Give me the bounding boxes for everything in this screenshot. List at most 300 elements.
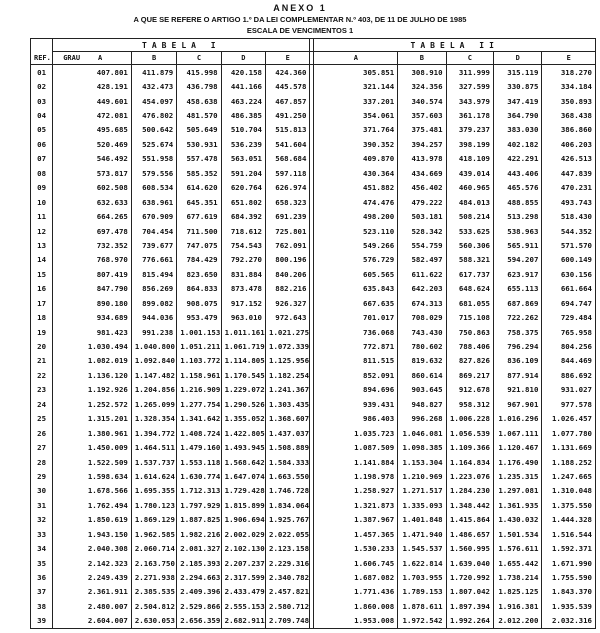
tabela-1-value-cell: 2.409.396 — [177, 585, 221, 599]
tabela-2-value-cell: 430.364 — [314, 166, 398, 180]
tabela-2-value-cell: 1.755.590 — [542, 570, 596, 584]
tabela-1-value-cell: 2.229.316 — [266, 556, 310, 570]
tabela-2-value-cell: 451.882 — [314, 181, 398, 195]
tabela-2-value-cell: 788.406 — [446, 339, 493, 353]
tabela-1-value-cell: 1.192.926 — [53, 383, 132, 397]
tabela-2-value-cell: 1.545.537 — [398, 541, 446, 555]
tabela-2-value-cell: 394.257 — [398, 137, 446, 151]
tabela-1-value-cell: 436.798 — [177, 79, 221, 93]
tabela-2-value-cell: 330.875 — [494, 79, 542, 93]
ref-cell: 29 — [31, 469, 53, 483]
tabela-2-value-cell: 655.113 — [494, 282, 542, 296]
tabela-2-value-cell: 588.321 — [446, 253, 493, 267]
tabela-2-value-cell: 939.431 — [314, 397, 398, 411]
tabela-2-value-cell: 560.306 — [446, 238, 493, 252]
tabela-2-value-cell: 434.669 — [398, 166, 446, 180]
tabela-2-value-cell: 729.484 — [542, 310, 596, 324]
tabela-1-value-cell: 899.082 — [131, 296, 176, 310]
ref-cell: 02 — [31, 79, 53, 93]
tabela-2-value-cell: 1.897.394 — [446, 599, 493, 613]
ref-cell: 27 — [31, 440, 53, 454]
tabela-2-value-cell: 533.625 — [446, 224, 493, 238]
tabela-1-value-cell: 2.317.599 — [221, 570, 265, 584]
tabela-1-value-cell: 458.638 — [177, 94, 221, 108]
tabela-1-value-cell: 1.598.634 — [53, 469, 132, 483]
tabela-1-value-cell: 1.943.150 — [53, 527, 132, 541]
tabela-1-value-cell: 1.508.889 — [266, 440, 310, 454]
table-row — [31, 166, 596, 180]
tabela-1-column-d-header: D — [221, 52, 265, 65]
tabela-1-value-cell: 638.961 — [131, 195, 176, 209]
tabela-1-value-cell: 1.422.805 — [221, 426, 265, 440]
tabela-2-value-cell: 1.992.264 — [446, 614, 493, 629]
table-row — [31, 310, 596, 324]
tabela-1-value-cell: 415.998 — [177, 65, 221, 80]
tabela-2-value-cell: 357.603 — [398, 108, 446, 122]
tabela-1-value-cell: 1.328.354 — [131, 412, 176, 426]
tabela-1-value-cell: 573.817 — [53, 166, 132, 180]
table-row — [31, 455, 596, 469]
tabela-2-value-cell: 308.910 — [398, 65, 446, 80]
tabela-2-value-cell: 765.958 — [542, 325, 596, 339]
tabela-2-value-cell: 334.184 — [542, 79, 596, 93]
tabela-2-value-cell: 836.109 — [494, 354, 542, 368]
tabela-2-value-cell: 1.120.467 — [494, 440, 542, 454]
tabela-1-value-cell: 1.072.339 — [266, 339, 310, 353]
tabela-2-value-cell: 1.444.328 — [542, 513, 596, 527]
table-row — [31, 383, 596, 397]
tabela-1-value-cell: 873.478 — [221, 282, 265, 296]
tabela-1-value-cell: 505.649 — [177, 123, 221, 137]
tabela-2-value-cell: 1.916.381 — [494, 599, 542, 613]
tabela-1-value-cell: 1.082.019 — [53, 354, 132, 368]
tabela-2-value-cell: 379.237 — [446, 123, 493, 137]
tabela-1-value-cell: 1.394.772 — [131, 426, 176, 440]
tabela-2-value-cell: 1.153.304 — [398, 455, 446, 469]
table-row — [31, 181, 596, 195]
tabela-2-value-cell: 687.869 — [494, 296, 542, 310]
tabela-2-value-cell: 1.035.723 — [314, 426, 398, 440]
ref-cell: 05 — [31, 123, 53, 137]
tabela-1-value-cell: 579.556 — [131, 166, 176, 180]
tabela-1-value-cell: 1.850.619 — [53, 513, 132, 527]
tabela-2-value-cell: 474.476 — [314, 195, 398, 209]
tabela-2-value-cell: 1.576.611 — [494, 541, 542, 555]
tabela-2-value-cell: 343.979 — [446, 94, 493, 108]
tabela-1-value-cell: 1.869.129 — [131, 513, 176, 527]
tabela-1-value-cell: 2.385.535 — [131, 585, 176, 599]
tabela-1-value-cell: 476.802 — [131, 108, 176, 122]
tabela-2-value-cell: 538.963 — [494, 224, 542, 238]
tabela-2-value-cell: 977.578 — [542, 397, 596, 411]
tabela-1-value-cell: 500.642 — [131, 123, 176, 137]
tabela-1-value-cell: 2.249.439 — [53, 570, 132, 584]
table-row — [31, 152, 596, 166]
tabela-2-value-cell: 611.622 — [398, 267, 446, 281]
ref-cell: 06 — [31, 137, 53, 151]
tabela-2-value-cell: 1.530.233 — [314, 541, 398, 555]
tabela-2-value-cell: 715.108 — [446, 310, 493, 324]
ref-cell: 26 — [31, 426, 53, 440]
table-row — [31, 527, 596, 541]
tabela-2-column-d-header: D — [494, 52, 542, 65]
tabela-1-value-cell: 463.224 — [221, 94, 265, 108]
tabela-1-value-cell: 831.884 — [221, 267, 265, 281]
tabela-2-value-cell: 1.361.935 — [494, 498, 542, 512]
tabela-1-value-cell: 981.423 — [53, 325, 132, 339]
ref-cell: 19 — [31, 325, 53, 339]
tabela-2-value-cell: 518.430 — [542, 209, 596, 223]
tabela-2-value-cell: 1.516.544 — [542, 527, 596, 541]
tabela-1-value-cell: 2.185.393 — [177, 556, 221, 570]
tabela-2-value-cell: 819.632 — [398, 354, 446, 368]
tabela-1-value-cell: 2.271.938 — [131, 570, 176, 584]
tabela-2-value-cell: 354.061 — [314, 108, 398, 122]
table-row — [31, 354, 596, 368]
tabela-2-value-cell: 523.110 — [314, 224, 398, 238]
tabela-1-value-cell: 454.097 — [131, 94, 176, 108]
tabela-1-value-cell: 944.036 — [131, 310, 176, 324]
tabela-2-value-cell: 722.262 — [494, 310, 542, 324]
tabela-2-value-cell: 780.602 — [398, 339, 446, 353]
tabela-2-value-cell: 383.030 — [494, 123, 542, 137]
tabela-2-value-cell: 648.624 — [446, 282, 493, 296]
table-row — [31, 484, 596, 498]
table-row — [31, 79, 596, 93]
tabela-1-value-cell: 1.303.435 — [266, 397, 310, 411]
tabela-1-value-cell: 602.508 — [53, 181, 132, 195]
table-row — [31, 267, 596, 281]
tabela-1-value-cell: 697.478 — [53, 224, 132, 238]
tabela-2-column-b-header: B — [398, 52, 446, 65]
tabela-2-value-cell: 439.014 — [446, 166, 493, 180]
ref-header: REF. — [31, 52, 53, 65]
tabela-1-value-cell: 963.010 — [221, 310, 265, 324]
tabela-2-value-cell: 1.878.611 — [398, 599, 446, 613]
tabela-2-value-cell: 447.839 — [542, 166, 596, 180]
tabela-1-value-cell: 1.493.945 — [221, 440, 265, 454]
tabela-2-value-cell: 1.560.995 — [446, 541, 493, 555]
tabela-1-value-cell: 1.479.160 — [177, 440, 221, 454]
tabela-2-value-cell: 642.203 — [398, 282, 446, 296]
tabela-2-value-cell: 750.863 — [446, 325, 493, 339]
tabela-2-value-cell: 1.310.048 — [542, 484, 596, 498]
tabela-1-value-cell: 510.704 — [221, 123, 265, 137]
tabela-2-value-cell: 398.199 — [446, 137, 493, 151]
salary-scale-table — [30, 38, 596, 629]
tabela-1-value-cell: 718.612 — [221, 224, 265, 238]
tabela-2-value-cell: 1.321.873 — [314, 498, 398, 512]
tabela-1-value-cell: 1.746.728 — [266, 484, 310, 498]
grau-label: GRAU — [63, 54, 81, 62]
tabela-1-value-cell: 768.970 — [53, 253, 132, 267]
tabela-2-value-cell: 2.032.316 — [542, 614, 596, 629]
tabela-2-value-cell: 708.029 — [398, 310, 446, 324]
tabela-2-value-cell: 1.639.040 — [446, 556, 493, 570]
tabela-2-value-cell: 1.486.657 — [446, 527, 493, 541]
tabela-1-value-cell: 972.643 — [266, 310, 310, 324]
tabela-1-value-cell: 536.239 — [221, 137, 265, 151]
ref-cell: 38 — [31, 599, 53, 613]
tabela-2-value-cell: 456.402 — [398, 181, 446, 195]
tabela-1-value-cell: 1.216.909 — [177, 383, 221, 397]
tabela-2-value-cell: 869.217 — [446, 368, 493, 382]
tabela-1-value-cell: 1.678.566 — [53, 484, 132, 498]
tabela-1-value-cell: 1.584.333 — [266, 455, 310, 469]
tabela-1-value-cell: 1.695.355 — [131, 484, 176, 498]
tabela-2-value-cell: 528.342 — [398, 224, 446, 238]
tabela-1-value-cell: 784.429 — [177, 253, 221, 267]
tabela-2-value-cell: 1.141.884 — [314, 455, 398, 469]
ref-cell: 07 — [31, 152, 53, 166]
tabela-1-value-cell: 432.473 — [131, 79, 176, 93]
tabela-1-value-cell: 2.682.911 — [221, 614, 265, 629]
tabela-1-value-cell: 2.656.359 — [177, 614, 221, 629]
tabela-1-value-cell: 1.647.074 — [221, 469, 265, 483]
tabela-2-value-cell: 318.270 — [542, 65, 596, 80]
tabela-1-value-cell: 1.103.772 — [177, 354, 221, 368]
tabela-2-value-cell: 877.914 — [494, 368, 542, 382]
tabela-2-value-cell: 1.164.834 — [446, 455, 493, 469]
tabela-1-value-cell: 1.147.482 — [131, 368, 176, 382]
tabela-1-value-cell: 739.677 — [131, 238, 176, 252]
tabela-1-value-cell: 1.001.153 — [177, 325, 221, 339]
tabela-1-value-cell: 908.075 — [177, 296, 221, 310]
tabela-2-value-cell: 1.501.534 — [494, 527, 542, 541]
tabela-2-value-cell: 1.077.780 — [542, 426, 596, 440]
tabela-2-value-cell: 508.214 — [446, 209, 493, 223]
tabela-1-value-cell: 563.051 — [221, 152, 265, 166]
tabela-2-value-cell: 1.387.967 — [314, 513, 398, 527]
tabela-1-value-cell: 472.081 — [53, 108, 132, 122]
tabela-1-value-cell: 762.091 — [266, 238, 310, 252]
tabela-2-value-cell: 460.965 — [446, 181, 493, 195]
table-row — [31, 108, 596, 122]
tabela-1-value-cell: 1.464.511 — [131, 440, 176, 454]
tabela-1-value-cell: 1.341.642 — [177, 412, 221, 426]
table-row — [31, 296, 596, 310]
ref-cell: 15 — [31, 267, 53, 281]
tabela-2-value-cell: 701.017 — [314, 310, 398, 324]
tabela-1-header: TABELA I — [53, 39, 310, 52]
ref-cell: 16 — [31, 282, 53, 296]
tabela-2-value-cell: 418.109 — [446, 152, 493, 166]
tabela-1-column-b-header: B — [131, 52, 176, 65]
tabela-2-value-cell: 1.067.111 — [494, 426, 542, 440]
table-row — [31, 238, 596, 252]
tabela-1-value-cell: 1.061.719 — [221, 339, 265, 353]
tabela-2-value-cell: 1.109.366 — [446, 440, 493, 454]
tabela-1-value-cell: 711.500 — [177, 224, 221, 238]
column-label: A — [98, 54, 103, 62]
tabela-2-value-cell: 1.176.490 — [494, 455, 542, 469]
tabela-1-value-cell: 2.709.748 — [266, 614, 310, 629]
tabela-2-value-cell: 350.893 — [542, 94, 596, 108]
tabela-2-value-cell: 921.810 — [494, 383, 542, 397]
tabela-2-value-cell: 327.599 — [446, 79, 493, 93]
tabela-1-value-cell: 1.437.037 — [266, 426, 310, 440]
tabela-1-value-cell: 424.360 — [266, 65, 310, 80]
tabela-1-value-cell: 525.674 — [131, 137, 176, 151]
tabela-2-value-cell: 886.692 — [542, 368, 596, 382]
tabela-2-value-cell: 361.178 — [446, 108, 493, 122]
tabela-2-value-cell: 796.294 — [494, 339, 542, 353]
tabela-2-value-cell: 390.352 — [314, 137, 398, 151]
tabela-2-value-cell: 967.901 — [494, 397, 542, 411]
tabela-1-value-cell: 2.081.327 — [177, 541, 221, 555]
ref-cell: 08 — [31, 166, 53, 180]
tabela-2-value-cell: 1.223.076 — [446, 469, 493, 483]
ref-cell: 18 — [31, 310, 53, 324]
tabela-1-value-cell: 840.206 — [266, 267, 310, 281]
annex-title: ANEXO 1 — [273, 3, 327, 13]
tabela-1-value-cell: 1.887.825 — [177, 513, 221, 527]
tabela-2-value-cell: 1.348.442 — [446, 498, 493, 512]
tabela-1-value-cell: 1.030.494 — [53, 339, 132, 353]
tabela-1-value-cell: 2.142.323 — [53, 556, 132, 570]
tabela-1-value-cell: 664.265 — [53, 209, 132, 223]
tabela-2-value-cell: 1.430.032 — [494, 513, 542, 527]
tabela-1-column-e-header: E — [266, 52, 310, 65]
tabela-2-value-cell: 1.720.992 — [446, 570, 493, 584]
tabela-2-value-cell: 1.098.385 — [398, 440, 446, 454]
tabela-2-value-cell: 375.481 — [398, 123, 446, 137]
tabela-1-value-cell: 1.982.216 — [177, 527, 221, 541]
tabela-1-value-cell: 823.650 — [177, 267, 221, 281]
tabela-2-value-cell: 694.747 — [542, 296, 596, 310]
tabela-2-value-cell: 1.297.081 — [494, 484, 542, 498]
ref-cell: 39 — [31, 614, 53, 629]
tabela-2-value-cell: 986.403 — [314, 412, 398, 426]
tabela-2-value-cell: 1.703.955 — [398, 570, 446, 584]
tabela-1-value-cell: 1.315.201 — [53, 412, 132, 426]
tabela-1-value-cell: 917.152 — [221, 296, 265, 310]
tabela-2-value-cell: 736.068 — [314, 325, 398, 339]
tabela-1-value-cell: 2.123.158 — [266, 541, 310, 555]
tabela-1-value-cell: 608.534 — [131, 181, 176, 195]
table-row — [31, 498, 596, 512]
table-row — [31, 440, 596, 454]
ref-cell: 23 — [31, 383, 53, 397]
ref-cell: 10 — [31, 195, 53, 209]
table-row — [31, 469, 596, 483]
tabela-1-value-cell: 626.974 — [266, 181, 310, 195]
tabela-2-value-cell: 503.181 — [398, 209, 446, 223]
tabela-1-value-cell: 882.216 — [266, 282, 310, 296]
tabela-2-value-cell: 1.953.008 — [314, 614, 398, 629]
tabela-1-column-c-header: C — [177, 52, 221, 65]
tabela-2-value-cell: 544.352 — [542, 224, 596, 238]
ref-cell: 17 — [31, 296, 53, 310]
tabela-2-value-cell: 661.664 — [542, 282, 596, 296]
tabela-1-value-cell: 1.290.526 — [221, 397, 265, 411]
tabela-2-value-cell: 582.497 — [398, 253, 446, 267]
tabela-2-value-cell: 470.231 — [542, 181, 596, 195]
tabela-1-column-a-header — [53, 52, 132, 65]
tabela-2-value-cell: 1.687.082 — [314, 570, 398, 584]
tabela-1-value-cell: 1.136.120 — [53, 368, 132, 382]
ref-cell: 25 — [31, 412, 53, 426]
tabela-1-value-cell: 677.619 — [177, 209, 221, 223]
table-row — [31, 224, 596, 238]
column-header-row — [31, 52, 596, 65]
tabela-1-value-cell: 1.021.275 — [266, 325, 310, 339]
tabela-1-value-cell: 2.294.663 — [177, 570, 221, 584]
tabela-1-value-cell: 1.170.545 — [221, 368, 265, 382]
tabela-1-value-cell: 953.479 — [177, 310, 221, 324]
tabela-2-value-cell: 844.469 — [542, 354, 596, 368]
tabela-2-value-cell: 996.268 — [398, 412, 446, 426]
tabela-1-value-cell: 1.762.494 — [53, 498, 132, 512]
tabela-1-value-cell: 520.469 — [53, 137, 132, 151]
tabela-2-value-cell: 1.807.042 — [446, 585, 493, 599]
tabela-2-value-cell: 311.999 — [446, 65, 493, 80]
ref-cell: 20 — [31, 339, 53, 353]
table-row — [31, 339, 596, 353]
tabela-2-value-cell: 1.188.252 — [542, 455, 596, 469]
ref-cell: 30 — [31, 484, 53, 498]
tabela-1-value-cell: 2.040.308 — [53, 541, 132, 555]
tabela-1-value-cell: 1.834.064 — [266, 498, 310, 512]
table-row — [31, 614, 596, 629]
tabela-2-value-cell: 402.182 — [494, 137, 542, 151]
tabela-1-value-cell: 645.351 — [177, 195, 221, 209]
tabela-1-value-cell: 792.270 — [221, 253, 265, 267]
tabela-2-value-cell: 743.430 — [398, 325, 446, 339]
ref-cell: 28 — [31, 455, 53, 469]
tabela-1-value-cell: 2.433.479 — [221, 585, 265, 599]
tabela-2-column-a-header: A — [314, 52, 398, 65]
tabela-1-value-cell: 515.813 — [266, 123, 310, 137]
tabela-2-value-cell: 635.843 — [314, 282, 398, 296]
tabela-2-header: TABELA II — [314, 39, 596, 52]
tabela-1-value-cell: 2.102.130 — [221, 541, 265, 555]
tabela-2-value-cell: 465.576 — [494, 181, 542, 195]
tabela-1-value-cell: 684.392 — [221, 209, 265, 223]
tabela-2-value-cell: 1.972.542 — [398, 614, 446, 629]
tabela-1-value-cell: 1.241.367 — [266, 383, 310, 397]
tabela-2-value-cell: 1.860.008 — [314, 599, 398, 613]
table-row — [31, 426, 596, 440]
tabela-2-value-cell: 409.870 — [314, 152, 398, 166]
tabela-2-value-cell: 426.513 — [542, 152, 596, 166]
tabela-2-value-cell: 1.825.125 — [494, 585, 542, 599]
tabela-2-value-cell: 498.200 — [314, 209, 398, 223]
tabela-1-value-cell: 1.568.642 — [221, 455, 265, 469]
tabela-1-value-cell: 725.801 — [266, 224, 310, 238]
tabela-1-value-cell: 1.797.929 — [177, 498, 221, 512]
tabela-1-value-cell: 551.958 — [131, 152, 176, 166]
tabela-2-value-cell: 406.203 — [542, 137, 596, 151]
tabela-1-value-cell: 1.962.585 — [131, 527, 176, 541]
tabela-2-value-cell: 549.266 — [314, 238, 398, 252]
tabela-2-value-cell: 931.027 — [542, 383, 596, 397]
table-row — [31, 94, 596, 108]
tabela-1-value-cell: 1.815.899 — [221, 498, 265, 512]
tabela-2-value-cell: 1.415.864 — [446, 513, 493, 527]
tabela-1-value-cell: 1.011.161 — [221, 325, 265, 339]
tabela-2-value-cell: 1.771.436 — [314, 585, 398, 599]
tabela-1-value-cell: 614.620 — [177, 181, 221, 195]
tabela-2-value-cell: 1.606.745 — [314, 556, 398, 570]
tabela-1-value-cell: 732.352 — [53, 238, 132, 252]
tabela-1-value-cell: 1.729.428 — [221, 484, 265, 498]
tabela-1-value-cell: 1.051.211 — [177, 339, 221, 353]
tabela-1-value-cell: 2.604.007 — [53, 614, 132, 629]
tabela-1-value-cell: 1.252.572 — [53, 397, 132, 411]
tabela-2-value-cell: 772.871 — [314, 339, 398, 353]
tabela-2-value-cell: 623.917 — [494, 267, 542, 281]
